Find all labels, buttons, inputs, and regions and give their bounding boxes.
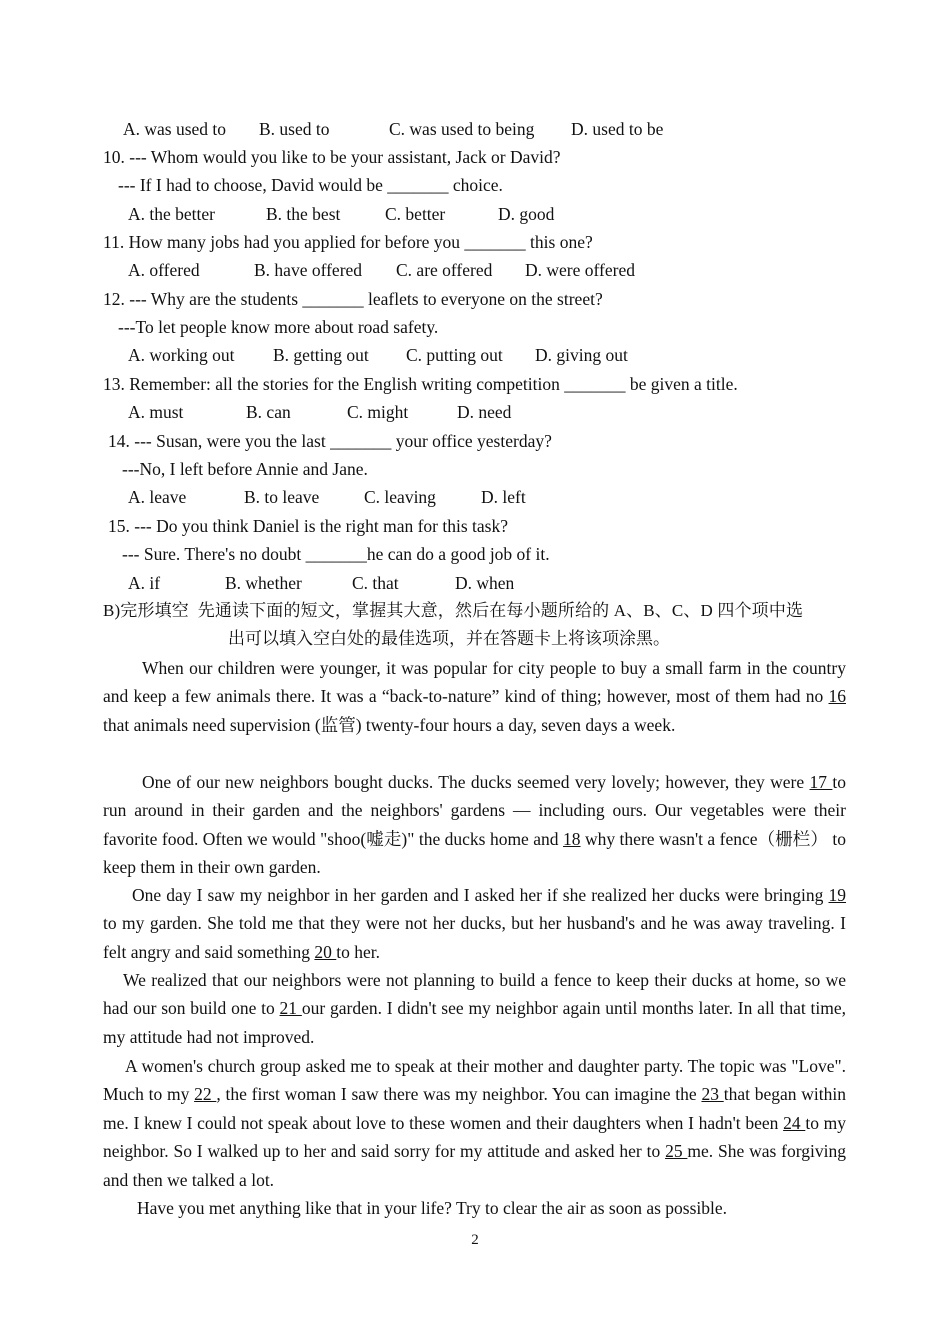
blank-24: 24 — [783, 1112, 806, 1133]
q9-option-c: C. was used to being — [389, 119, 535, 139]
q12-option-d: D. giving out — [535, 345, 628, 365]
q12-option-a: A. working out — [128, 345, 235, 365]
q14-reply: ---No, I left before Annie and Jane. — [122, 459, 368, 479]
passage-paragraph-6: Have you met anything like that in your life? Try to clear the air as soon as possible. — [137, 1198, 728, 1218]
blank-17: 17 — [809, 772, 833, 792]
blank-19: 19 — [828, 885, 846, 905]
section-b-instruction-cont: 出可以填入空白处的最佳选项，并在答题卡上将该项涂黑。 — [228, 629, 670, 648]
q10-option-b: B. the best — [266, 204, 341, 224]
passage-paragraph-2: One of our new neighbors bought ducks. The ducks seemed very lovely; however, they were 17 to run around in their garden and the neighbors' gardens — including ours. Our vegetables were their favorite food. Often we would "shoo(嘘走)" the ducks home and 18 why there wasn't a fence（栅栏） to keep them in their own garden. — [103, 772, 847, 878]
blank-23: 23 — [701, 1084, 724, 1105]
q13-option-a: A. must — [128, 402, 184, 422]
q15-option-b: B. whether — [225, 573, 302, 593]
q13-option-b: B. can — [246, 402, 291, 422]
q10-stem: 10. --- Whom would you like to be your assistant, Jack or David? — [103, 147, 561, 167]
q14-option-a: A. leave — [128, 487, 187, 507]
q12-reply: ---To let people know more about road safety. — [118, 317, 439, 337]
q11-option-d: D. were offered — [525, 260, 635, 280]
section-b-instruction: B)完形填空 先通读下面的短文，掌握其大意，然后在每小题所给的 A、B、C、D 四个项中选 — [103, 601, 804, 620]
page-number: 2 — [471, 1232, 479, 1248]
blank-25: 25 — [665, 1141, 688, 1162]
q12-option-c: C. putting out — [406, 345, 503, 365]
q15-stem: 15. --- Do you think Daniel is the right man for this task? — [108, 516, 508, 536]
q14-stem: 14. --- Susan, were you the last _______ your office yesterday? — [108, 431, 552, 451]
passage-paragraph-1: When our children were younger, it was popular for city people to buy a small farm in the country and keep a few animals there. It was a “back-to-nature” kind of thing; however, most of them had no 16 that animals need supervision (监管) twenty-four hours a day, seven days a week. — [103, 658, 846, 735]
q13-stem: 13. Remember: all the stories for the English writing competition _______ be given a title. — [103, 374, 738, 394]
q9-option-a: A. was used to — [123, 119, 227, 139]
blank-16: 16 — [828, 686, 846, 707]
q14-option-d: D. left — [481, 487, 526, 507]
q15-option-c: C. that — [352, 573, 399, 593]
q11-stem: 11. How many jobs had you applied for before you _______ this one? — [103, 232, 593, 252]
q10-option-d: D. good — [498, 204, 555, 224]
q12-stem: 12. --- Why are the students _______ leaflets to everyone on the street? — [103, 289, 603, 309]
q15-option-d: D. when — [455, 573, 515, 593]
blank-20: 20 — [314, 941, 337, 962]
passage-paragraph-4: We realized that our neighbors were not planning to build a fence to keep their ducks at home, so we had our son build one to 21 our garden. I didn't see my neighbor again until months later. In all that time, my attitude had not improved. — [103, 970, 846, 1047]
passage-paragraph-5: A women's church group asked me to speak at their mother and daughter party. The topic was "Love". Much to my 22 , the first woman I saw there was my neighbor. You can imagine the 23 that began within me. I knew I could not speak about love to these women and their daughters when I hadn't been 24 to my neighbor. So I walked up to her and said sorry for my attitude and asked her to 25 me. She was forgiving and then we talked a lot. — [103, 1056, 847, 1190]
q15-reply: --- Sure. There's no doubt _______he can do a good job of it. — [122, 544, 550, 564]
blank-18: 18 — [563, 828, 581, 849]
q12-option-b: B. getting out — [273, 345, 369, 365]
q10-reply: --- If I had to choose, David would be _______ choice. — [118, 175, 503, 195]
q11-option-b: B. have offered — [254, 260, 363, 280]
q10-option-a: A. the better — [128, 204, 215, 224]
q14-option-c: C. leaving — [364, 487, 436, 507]
q11-option-c: C. are offered — [396, 260, 493, 280]
q13-option-d: D. need — [457, 402, 512, 422]
q13-option-c: C. might — [347, 402, 409, 422]
q10-option-c: C. better — [385, 204, 446, 224]
q14-option-b: B. to leave — [244, 487, 320, 507]
q9-option-d: D. used to be — [571, 119, 664, 139]
blank-22: 22 — [194, 1084, 217, 1105]
q9-option-b: B. used to — [259, 119, 330, 139]
blank-21: 21 — [279, 998, 302, 1019]
passage-paragraph-3: One day I saw my neighbor in her garden and I asked her if she realized her ducks were bringing 19 to my garden. She told me that they were not her ducks, but her husband's and he was away traveling. I felt angry and said something 20 to her. — [103, 885, 846, 962]
q11-option-a: A. offered — [128, 260, 200, 280]
q15-option-a: A. if — [128, 573, 161, 593]
